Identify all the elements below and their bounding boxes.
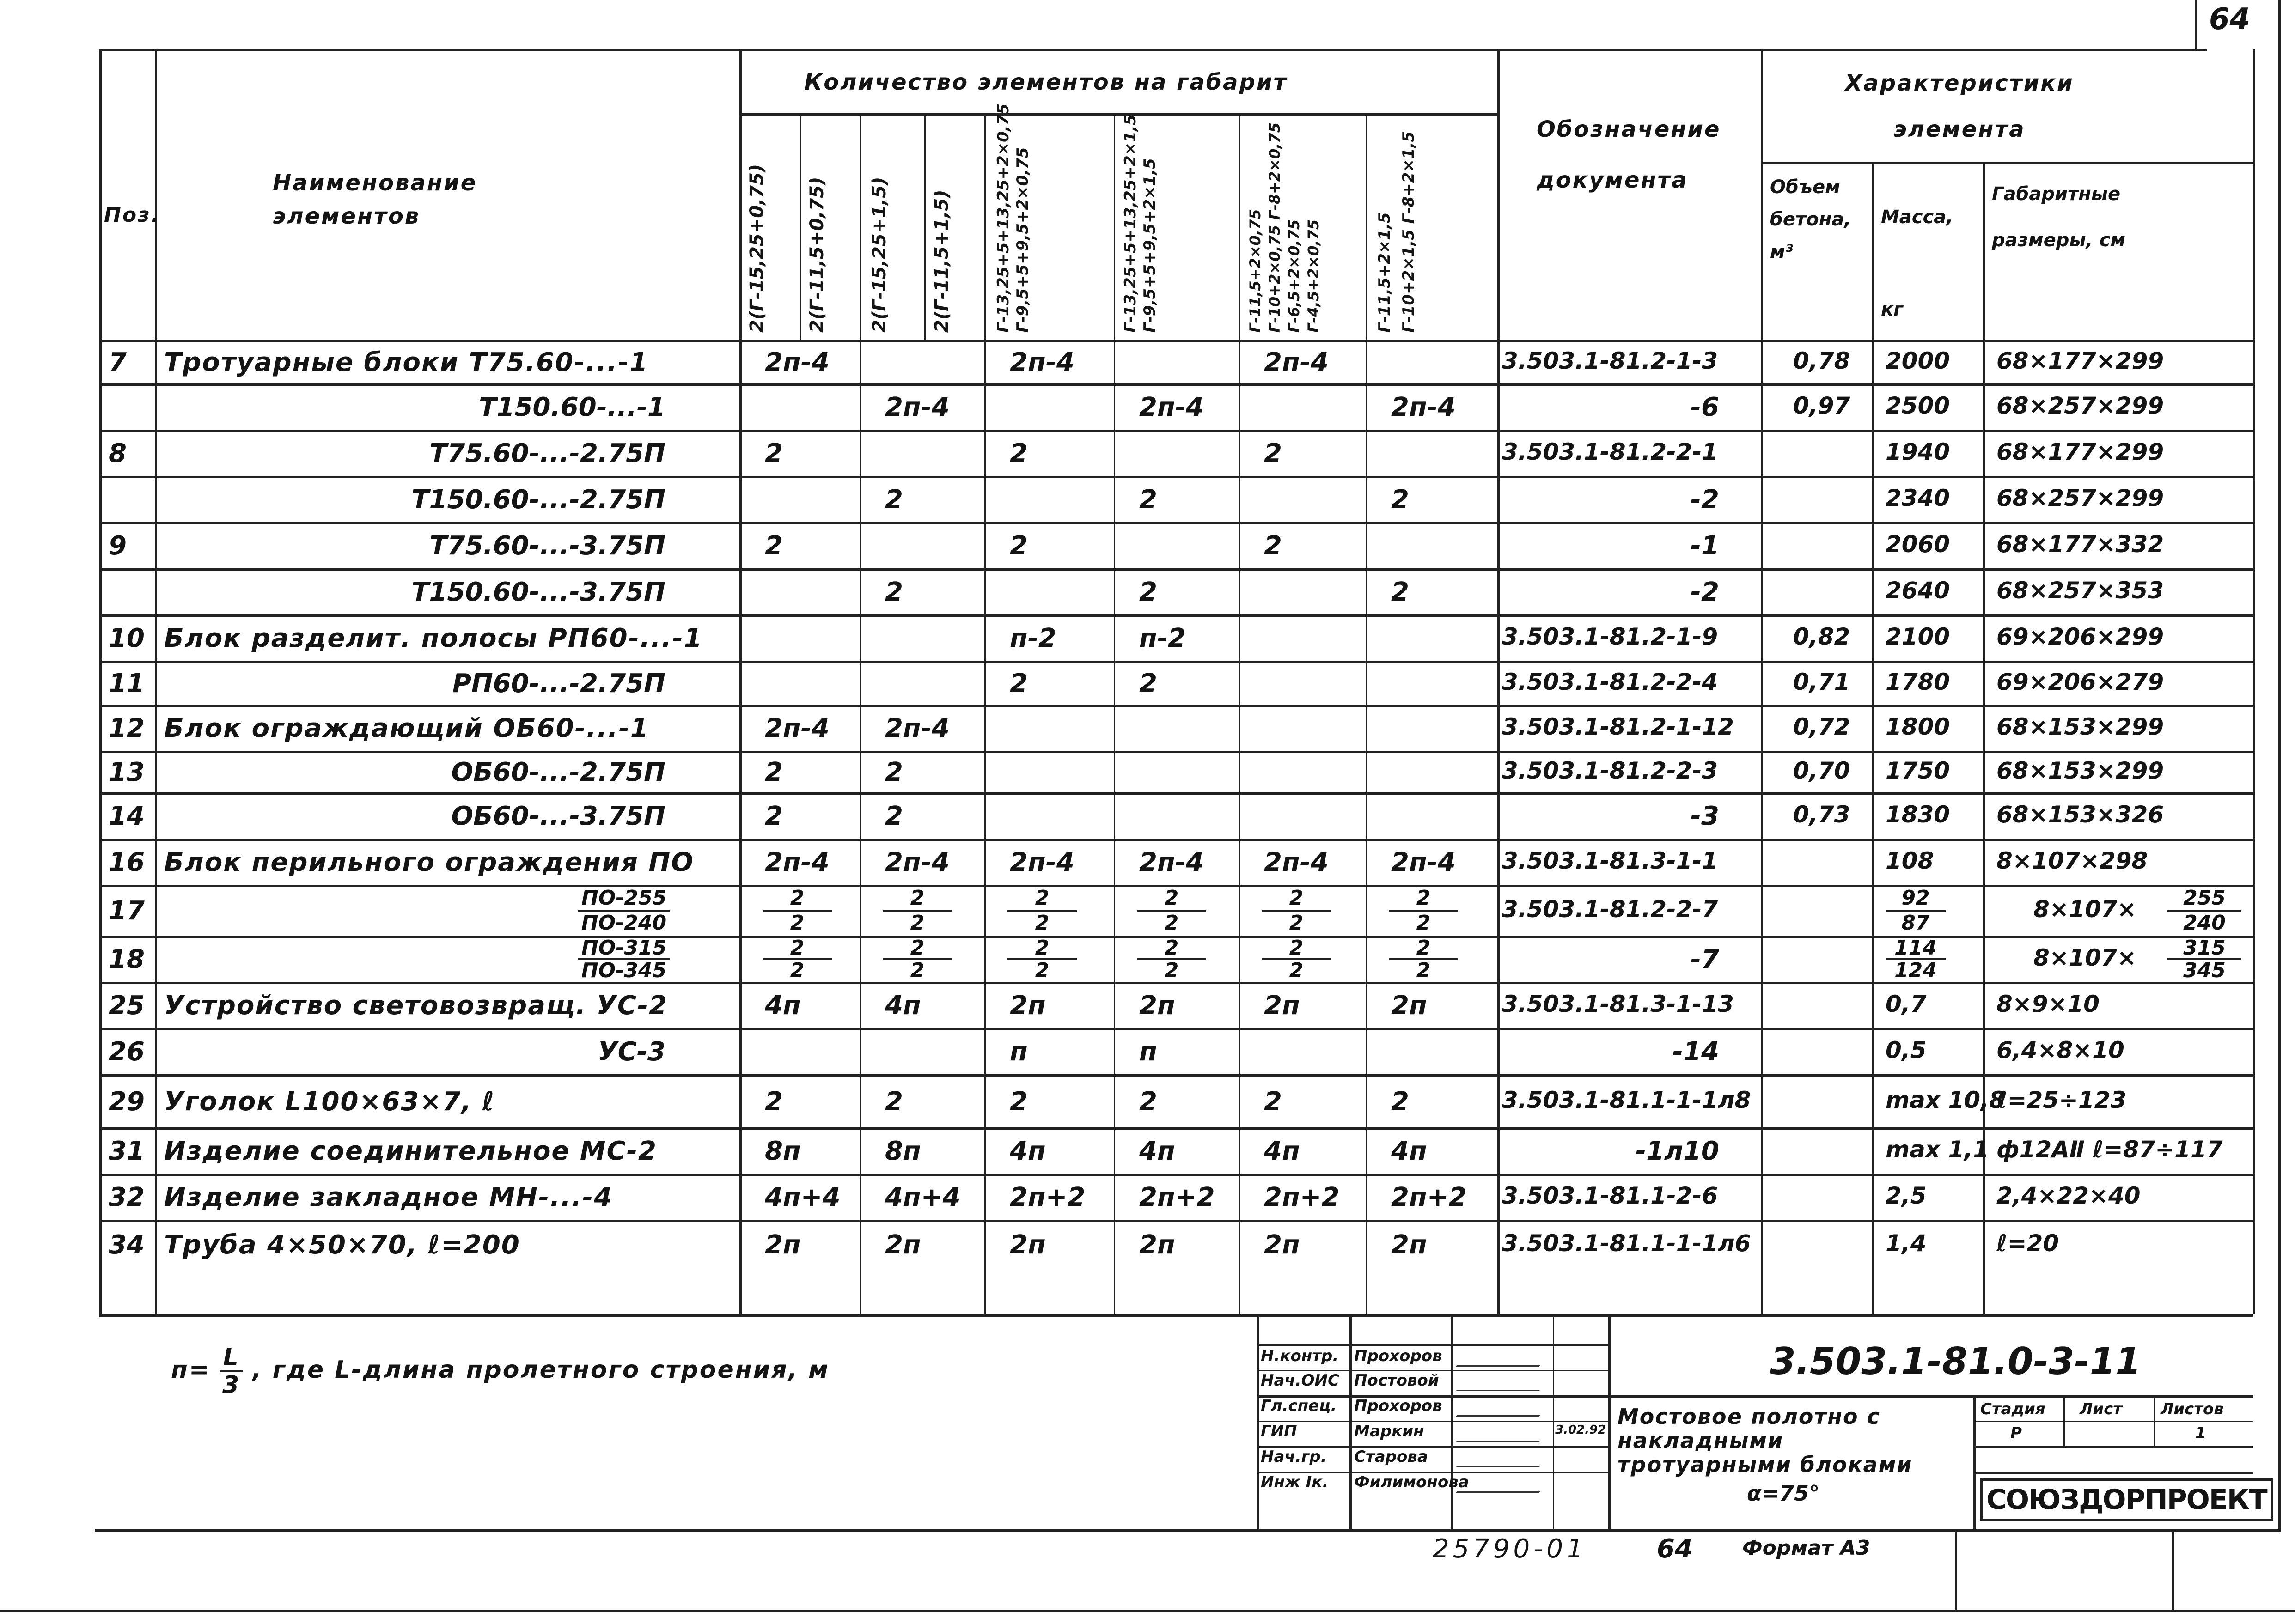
row-dims-pre: 8×107× [2033,944,2136,971]
row-qty-fraction-4 [1137,937,1206,981]
row-mass: 2640 [1886,577,1950,604]
row-qty-2: 2п-4 [885,392,950,422]
row-qty-4: 2п-4 [1139,847,1204,877]
row-qty-fraction-4-den: 2 [1164,959,1179,982]
row-name-fraction [578,937,670,981]
row-name: Блок перильного ограждения ПО [164,847,694,877]
row-dims: ф12АⅡ ℓ=87÷117 [1996,1136,2223,1163]
row-qty-fraction-4-num: 2 [1137,887,1206,912]
row-volume: 0,71 [1793,668,1850,695]
row-dims: 69×206×279 [1996,668,2164,695]
row-qty-fraction-5 [1262,937,1331,981]
row-name: Т150.60-...-3.75П [411,577,665,607]
row-qty-5: 2п+2 [1264,1182,1340,1212]
row-qty-2: 2 [885,757,903,787]
row-line [99,383,2253,386]
row-qty-1: 8п [765,1136,801,1166]
row-doc: 3.503.1-81.2-2-3 [1502,757,1718,784]
row-qty-fraction-2 [883,887,952,935]
row-qty-fraction-3 [1007,937,1077,981]
row-qty-6: 2п [1391,1229,1427,1260]
row-qty-fraction-4-den: 2 [1164,911,1179,935]
row-line [99,476,2253,478]
row-dims-fraction-den: 345 [2183,959,2226,982]
row-name-fraction-den: ПО-240 [581,911,667,935]
header-name: Наименование элементов [273,170,477,229]
note-num: L [220,1344,243,1372]
row-name: УС-3 [598,1037,665,1067]
row-qty-3: 2п-4 [1010,847,1074,877]
row-dims: 68×257×353 [1996,577,2164,604]
row-qty-6: 2 [1391,485,1409,515]
header-char: Характеристики элемента [1845,70,2074,142]
row-qty-3: 2п [1010,991,1046,1021]
row-dims: 8×107×298 [1996,847,2148,874]
row-qty-5: 2 [1264,1086,1282,1117]
row-dims: 2,4×22×40 [1996,1182,2141,1209]
row-qty-fraction-5-num: 2 [1262,937,1331,960]
signature [1456,1478,1548,1493]
row-dims: 6,4×8×10 [1996,1037,2124,1064]
row-pos: 31 [109,1136,145,1166]
row-qty-2: 2 [885,1086,903,1117]
row-qty-4: 2п [1139,991,1175,1021]
gabarit-8: Г-11,5+2×1,5 Г-10+2×1,5 Г-8+2×1,5 [1375,131,1418,333]
row-qty-fraction-2-den: 2 [910,959,925,982]
header-dims: Габаритные размеры, см [1992,183,2126,251]
row-qty-2: 2п-4 [885,713,950,743]
row-dims: ℓ=20 [1996,1229,2059,1257]
row-name: Изделие закладное МН-...-4 [164,1182,613,1212]
row-qty-1: 2п-4 [765,847,830,877]
gabarit-4: 2(Г-11,5+1,5) [931,189,952,333]
row-doc: 3.503.1-81.1-1-1л6 [1502,1229,1751,1257]
row-qty-1: 2 [765,438,783,468]
row-mass-fraction-num: 92 [1886,887,1946,912]
header-mass: Масса, кг [1881,207,1953,320]
row-mass: 2340 [1886,485,1950,511]
row-qty-fraction-2-num: 2 [883,937,952,960]
row-qty-3: 2п-4 [1010,347,1074,377]
row-pos: 9 [109,531,127,561]
stamp-frame [1257,1314,1259,1532]
row-qty-1: 2 [765,531,783,561]
row-name: Изделие соединительное МС-2 [164,1136,657,1166]
row-doc: 3.503.1-81.1-1-1л8 [1502,1086,1751,1113]
row-doc: 3.503.1-81.3-1-1 [1502,847,1718,874]
row-doc: 3.503.1-81.2-1-12 [1502,713,1734,740]
stamp-role: ГИП [1261,1422,1297,1441]
row-qty-fraction-1-num: 2 [763,887,832,912]
row-mass: 2100 [1886,623,1950,650]
row-pos: 16 [109,847,145,877]
row-name: Устройство световозвращ. УС-2 [164,991,668,1021]
row-qty-4: 2 [1139,577,1157,607]
row-doc: 3.503.1-81.2-2-4 [1502,668,1718,695]
row-qty-5: 2п-4 [1264,347,1329,377]
row-line [99,1127,2253,1130]
signature [1456,1427,1548,1442]
stamp-person-name: Старова [1354,1448,1428,1466]
row-dims: ℓ=25÷123 [1996,1086,2127,1113]
row-pos: 26 [109,1037,145,1067]
row-qty-1: 2 [765,757,783,787]
row-qty-5: 4п [1264,1136,1300,1166]
row-qty-3: 2 [1010,668,1028,699]
row-qty-fraction-6-num: 2 [1389,937,1458,960]
row-doc: -1 [1690,531,1719,561]
row-qty-fraction-6 [1389,937,1458,981]
row-dims-pre: 8×107× [2033,896,2136,923]
row-pos: 11 [109,668,145,699]
row-qty-4: 2 [1139,668,1157,699]
gabarit-1: 2(Г-15,25+0,75) [746,164,768,333]
row-qty-6: 4п [1391,1136,1427,1166]
row-pos: 7 [109,347,127,377]
footer-inv: 25790-01 [1433,1534,1587,1564]
row-name: Т150.60-...-1 [479,392,665,422]
row-dims: 8×9×10 [1996,991,2100,1017]
stamp-person-name: Прохоров [1354,1397,1442,1415]
row-name: Т150.60-...-2.75П [411,485,665,515]
row-qty-fraction-1 [763,937,832,981]
row-mass: max 1,1 [1886,1136,1990,1163]
row-qty-2: 2п-4 [885,847,950,877]
row-mass: 108 [1886,847,1934,874]
row-qty-fraction-5-num: 2 [1262,887,1331,912]
stamp-person-name: Филимонова [1354,1473,1469,1491]
row-mass-fraction-den: 124 [1894,959,1937,982]
row-name: ОБ60-...-2.75П [451,757,665,787]
row-doc: 3.503.1-81.3-1-13 [1502,991,1734,1017]
row-qty-4: 2п-4 [1139,392,1204,422]
row-qty-2: 8п [885,1136,921,1166]
signature [1456,1376,1548,1391]
row-name: Труба 4×50×70, ℓ=200 [164,1229,520,1260]
row-volume: 0,82 [1793,623,1850,650]
row-mass-fraction-num: 114 [1886,937,1946,960]
row-dims-fraction-num: 315 [2167,937,2241,960]
signature [1456,1452,1548,1467]
row-line [99,1174,2253,1176]
row-qty-fraction-3-num: 2 [1007,887,1077,912]
row-qty-3: п [1010,1037,1028,1067]
header-doc: Обозначение документа [1537,116,1721,193]
row-dims: 68×257×299 [1996,392,2164,419]
row-dims-fraction-num: 255 [2167,887,2241,912]
row-pos: 8 [109,438,127,468]
page-number-box-left [2195,0,2197,49]
row-qty-fraction-1 [763,887,832,935]
row-dims: 68×177×299 [1996,347,2164,374]
row-doc: -14 [1672,1037,1719,1067]
row-qty-2: 2 [885,801,903,831]
row-mass: 2060 [1886,531,1950,558]
stamp-angle: α=75° [1747,1481,1820,1506]
row-pos: 14 [109,801,145,831]
row-doc: -6 [1690,392,1719,422]
row-pos: 13 [109,757,145,787]
row-mass: max 10,8 [1886,1086,2005,1113]
row-dims: 69×206×299 [1996,623,2164,650]
row-qty-fraction-1-den: 2 [790,911,805,935]
row-qty-4: 2п [1139,1229,1175,1260]
row-doc: -2 [1690,577,1719,607]
row-mass-fraction [1886,937,1946,981]
row-qty-4: 2п+2 [1139,1182,1215,1212]
row-qty-5: 2п [1264,1229,1300,1260]
row-volume: 0,73 [1793,801,1850,828]
row-qty-fraction-4-num: 2 [1137,937,1206,960]
row-qty-fraction-6-den: 2 [1416,959,1431,982]
row-dims: 68×153×326 [1996,801,2164,828]
row-name: Т75.60-...-3.75П [429,531,665,561]
row-qty-fraction-2-num: 2 [883,887,952,912]
stamp-stage-header: Стадия [1980,1400,2045,1418]
row-pos: 34 [109,1229,145,1260]
row-dims: 68×153×299 [1996,757,2164,784]
stamp-stage: Р [2010,1424,2022,1442]
row-qty-6: 2 [1391,1086,1409,1117]
stamp-person-name: Прохоров [1354,1347,1442,1365]
row-mass: 1800 [1886,713,1950,740]
row-qty-5: 2п-4 [1264,847,1329,877]
row-qty-fraction-6 [1389,887,1458,935]
row-doc: -7 [1690,944,1719,974]
row-qty-3: 4п [1010,1136,1046,1166]
row-qty-fraction-3 [1007,887,1077,935]
row-qty-2: 2п [885,1229,921,1260]
page-number: 64 [2209,2,2251,36]
row-mass: 1830 [1886,801,1950,828]
row-pos: 32 [109,1182,145,1212]
note-post: , где L-длина пролетного строения, м [252,1356,830,1384]
row-qty-3: 2 [1010,531,1028,561]
row-line [99,792,2253,795]
row-pos: 12 [109,713,145,743]
header-volume: Объем бетона, м³ [1770,176,1851,262]
row-qty-2: 2 [885,577,903,607]
row-qty-fraction-5 [1262,887,1331,935]
row-mass: 2000 [1886,347,1950,374]
row-dims-fraction [2167,937,2241,981]
gabarit-3: 2(Г-15,25+1,5) [869,176,890,333]
row-qty-3: 2п [1010,1229,1046,1260]
row-qty-fraction-2 [883,937,952,981]
row-qty-4: 4п [1139,1136,1175,1166]
row-line [99,751,2253,753]
stamp-role: Гл.спец. [1261,1397,1337,1415]
row-line [99,430,2253,432]
row-name-fraction-num: ПО-315 [578,937,670,960]
footer-format: Формат А3 [1742,1536,1870,1560]
row-mass: 1750 [1886,757,1950,784]
row-mass: 1,4 [1886,1229,1927,1257]
header-pos: Поз. [104,203,160,227]
row-doc: 3.503.1-81.2-1-3 [1502,347,1718,374]
stamp-person-name: Маркин [1354,1422,1424,1441]
note [171,1344,830,1398]
row-qty-fraction-3-num: 2 [1007,937,1077,960]
row-line [99,1028,2253,1030]
row-volume: 0,72 [1793,713,1850,740]
row-qty-6: 2п-4 [1391,392,1456,422]
row-qty-1: 2 [765,1086,783,1117]
row-dims: 68×153×299 [1996,713,2164,740]
row-mass-fraction-den: 87 [1901,911,1930,935]
row-qty-fraction-1-den: 2 [790,959,805,982]
row-qty-5: 2п [1264,991,1300,1021]
stamp-title: Мостовое полотно с накладными тротуарными блоками [1617,1404,1913,1477]
row-mass-fraction [1886,887,1946,935]
row-qty-fraction-6-den: 2 [1416,911,1431,935]
row-qty-fraction-4 [1137,887,1206,935]
row-qty-1: 2 [765,801,783,831]
row-dims: 68×257×299 [1996,485,2164,511]
row-qty-5: 2 [1264,438,1282,468]
row-mass: 0,5 [1886,1037,1927,1064]
header-qty: Количество элементов на габарит [804,69,1288,95]
row-qty-fraction-6-num: 2 [1389,887,1458,912]
row-line [99,705,2253,707]
row-qty-fraction-2-den: 2 [910,911,925,935]
row-volume: 0,97 [1793,392,1850,419]
row-qty-2: 4п+4 [885,1182,961,1212]
row-qty-fraction-5-den: 2 [1289,911,1304,935]
row-name: Блок ограждающий ОБ60-...-1 [164,713,649,743]
row-qty-6: 2п [1391,991,1427,1021]
stamp-role: Нач.ОИС [1261,1371,1339,1390]
stamp-role: Инж Iк. [1261,1473,1329,1491]
stamp-code: 3.503.1-81.0-3-11 [1770,1340,2142,1383]
gabarit-5: Г-13,25+5+13,25+2×0,75 Г-9,5+5+9,5+2×0,75 [994,103,1032,333]
row-qty-fraction-1-num: 2 [763,937,832,960]
row-line [99,1074,2253,1077]
row-qty-6: 2п-4 [1391,847,1456,877]
row-qty-6: 2п+2 [1391,1182,1467,1212]
row-pos: 18 [109,944,145,974]
note-pre: п= [171,1356,211,1384]
row-qty-4: 2 [1139,1086,1157,1117]
row-qty-3: п-2 [1010,623,1056,653]
row-dims-fraction [2167,887,2241,935]
row-doc: -1л10 [1635,1136,1719,1166]
note-den: 3 [222,1371,241,1399]
row-volume: 0,70 [1793,757,1850,784]
stamp-role: Нач.гр. [1261,1448,1327,1466]
row-mass: 1780 [1886,668,1950,695]
row-doc: -2 [1690,485,1719,515]
row-line [99,614,2253,617]
row-qty-3: 2 [1010,438,1028,468]
row-name: Тротуарные блоки Т75.60-...-1 [164,347,649,377]
row-qty-1: 2п [765,1229,801,1260]
row-line [99,839,2253,841]
row-line [99,568,2253,571]
row-dims-fraction-den: 240 [2183,911,2226,935]
row-line [99,522,2253,524]
footer-num: 64 [1657,1534,1693,1564]
row-line [99,661,2253,663]
stamp-sheet-header: Лист [2080,1400,2122,1418]
row-qty-1: 4п+4 [765,1182,841,1212]
row-qty-fraction-3-den: 2 [1035,911,1050,935]
row-qty-5: 2 [1264,531,1282,561]
row-mass: 0,7 [1886,991,1927,1017]
row-volume: 0,78 [1793,347,1850,374]
row-line [99,1220,2253,1222]
row-qty-6: 2 [1391,577,1409,607]
row-name: ОБ60-...-3.75П [451,801,665,831]
stamp-role: Н.контр. [1261,1347,1339,1365]
row-doc: 3.503.1-81.2-2-1 [1502,438,1718,465]
row-name-fraction [578,887,670,935]
row-name: РП60-...-2.75П [452,668,665,699]
row-name: Уголок L100×63×7, ℓ [164,1086,495,1117]
row-pos: 29 [109,1086,145,1117]
row-qty-4: 2 [1139,485,1157,515]
stamp-date: 3.02.92 [1555,1423,1606,1437]
row-qty-1: 2п-4 [765,347,830,377]
row-qty-fraction-3-den: 2 [1035,959,1050,982]
row-qty-1: 4п [765,991,801,1021]
row-name: Т75.60-...-2.75П [429,438,665,468]
stamp-sheets: 1 [2195,1424,2206,1442]
gabarit-7: Г-11,5+2×0,75 Г-10+2×0,75 Г-8+2×0,75 Г-6,5+2×0,75 Г-4,5+2×0,75 [1246,122,1322,333]
row-doc: 3.503.1-81.2-1-9 [1502,623,1718,650]
row-pos: 17 [109,896,145,926]
row-qty-3: 2 [1010,1086,1028,1117]
row-mass: 2,5 [1886,1182,1927,1209]
row-qty-3: 2п+2 [1010,1182,1086,1212]
row-qty-1: 2п-4 [765,713,830,743]
stamp-sheets-header: Листов [2161,1400,2224,1418]
gabarit-6: Г-13,25+5+13,25+2×1,5 Г-9,5+5+9,5+2×1,5 [1121,114,1159,333]
row-name: Блок разделит. полосы РП60-...-1 [164,623,703,653]
row-qty-2: 4п [885,991,921,1021]
row-doc: 3.503.1-81.2-2-7 [1502,896,1718,923]
row-pos: 10 [109,623,145,653]
row-doc: 3.503.1-81.1-2-6 [1502,1182,1718,1209]
row-name-fraction-den: ПО-345 [581,959,667,982]
signature [1456,1401,1548,1417]
gabarit-2: 2(Г-11,5+0,75) [806,176,828,333]
row-dims: 68×177×332 [1996,531,2164,558]
signature [1456,1351,1548,1367]
row-dims: 68×177×299 [1996,438,2164,465]
row-name-fraction-num: ПО-255 [578,887,670,912]
row-mass: 1940 [1886,438,1950,465]
row-qty-2: 2 [885,485,903,515]
row-doc: -3 [1690,801,1719,831]
row-qty-fraction-5-den: 2 [1289,959,1304,982]
row-qty-4: п [1139,1037,1157,1067]
row-mass: 2500 [1886,392,1950,419]
row-pos: 25 [109,991,145,1021]
stamp-person-name: Постовой [1354,1371,1439,1390]
row-qty-4: п-2 [1139,623,1186,653]
stamp-org-logo: СОЮЗДОРПРОЕКТ [1980,1478,2273,1521]
